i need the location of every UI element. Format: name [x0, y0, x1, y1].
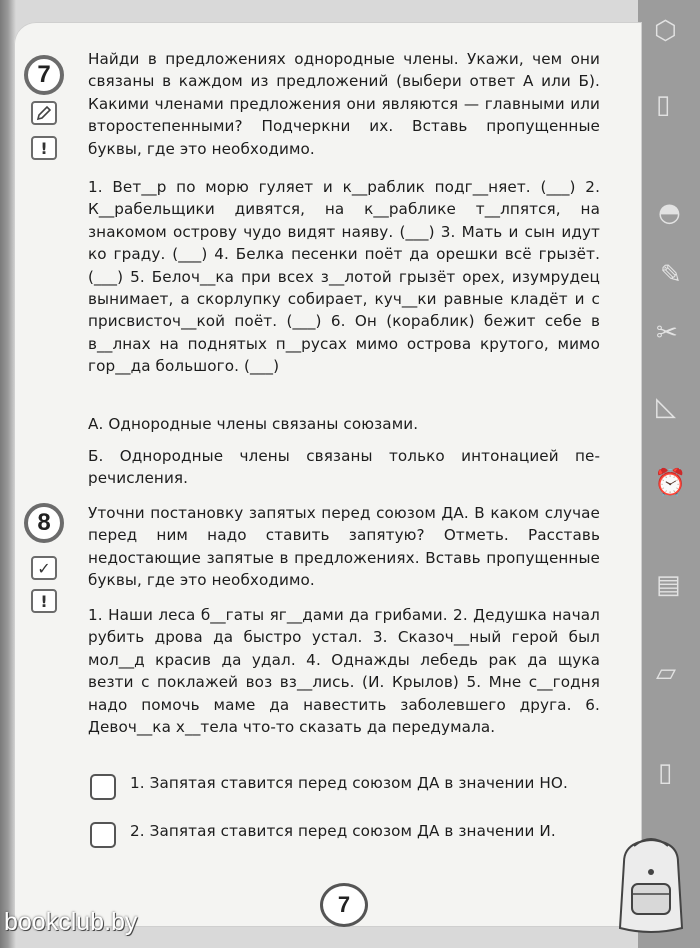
cube-icon: ⬡: [654, 16, 677, 46]
answer-checkbox-2[interactable]: [90, 822, 116, 848]
notebook-icon-2: ▯: [658, 758, 673, 788]
watermark: bookclub.by: [4, 908, 138, 936]
pencil-icon: [31, 101, 57, 125]
answer-choice-1: [130, 772, 600, 794]
pen-icon: ✎: [660, 260, 682, 290]
answer-choice-1-text: 1. Запятая ставится перед союзом ДА в значении НО.: [130, 774, 568, 792]
task-7-number: 7: [24, 55, 64, 95]
task-8-instruction-text: Уточни постановку запятых перед союзом ДА. В каком случае перед ним надо ставить запятую? Отметь. Расставь недостающие запятые в предложениях. Вставь пропущенные буквы, где это необходимо.: [88, 504, 600, 590]
alarm-clock-icon: ⏰: [654, 468, 687, 498]
checkmark-icon: ✓: [31, 556, 57, 580]
triangle-ruler-icon: ◺: [656, 392, 676, 422]
task-7-sentences: [88, 176, 600, 378]
backpack-icon: [610, 832, 692, 938]
notebook-icon: ▯: [656, 90, 671, 120]
answer-checkbox-1[interactable]: [90, 774, 116, 800]
option-a-text: А. Однородные члены связаны союзами.: [88, 415, 419, 433]
task-7-option-a: [88, 413, 600, 435]
task-8-sentences-text: 1. Наши леса б__гаты яг__дами да грибами. 2. Дедушка начал рубить дрова да быстро устал. 3. Сказоч__ный герой был мол__д красив да удал. 4. Однажды лебедь рак да щука везти с поклажей воз вз__лись. (И. Крылов) 5. Мне с__годня надо помочь маме да навестить заболевшего друга. 6. Девоч__ка х__тела что-то сказать да передумала.: [88, 606, 600, 737]
ruler-icon: ▱: [656, 658, 676, 688]
answer-choice-2-text: 2. Запятая ставится перед союзом ДА в значении И.: [130, 822, 556, 840]
answer-choice-2: [130, 820, 600, 842]
scissors-icon: ✂: [656, 318, 678, 348]
task-8-number: 8: [24, 503, 64, 543]
option-b-text: Б. Однородные члены связаны только интонацией перечисления.: [88, 447, 600, 488]
pencil-svg: [36, 105, 52, 121]
exclamation-icon: !: [31, 136, 57, 160]
task-7-sentences-text: 1. Вет__р по морю гуляет и к__раблик подг__няет. (___) 2. К__рабельщики дивятся, на к__раблике т__лпятся, на знакомом острову чудо видят наяву. (___) 3. Мать и сын идут ко граду. (___) 4. Белка песенки поёт да орешки всё грызёт. (___) 5. Белоч__ка при всех з__лотой грызёт орех, изумрудец вынимает, а скорлупку собирает, куч__ки равные кладёт и с присвисточ__кой поёт. (___) 6. Он (кораблик) бежит себе в в__лнах на поднятых п__русах мимо острова крутого, мимо гор__да большого. (___): [88, 178, 600, 376]
task-7-instruction: [88, 48, 600, 160]
decorative-side-strip: [638, 0, 700, 948]
task-7-option-b: [88, 445, 600, 490]
protractor-icon: ◓: [658, 198, 681, 228]
task-8-instruction: [88, 502, 600, 592]
task-7-instruction-text: Найди в предложениях однородные члены. Укажи, чем они связаны в каждом из предложений (выбери ответ А или Б). Какими членами предложения они являются — главными или второстепенными? Подчеркни их. Вставь пропущенные буквы, где это необходимо.: [88, 50, 600, 158]
note-sheet-icon: ▤: [656, 570, 681, 600]
page-number: 7: [320, 883, 368, 927]
task-8-sentences: [88, 604, 600, 738]
exclamation-icon-2: !: [31, 589, 57, 613]
